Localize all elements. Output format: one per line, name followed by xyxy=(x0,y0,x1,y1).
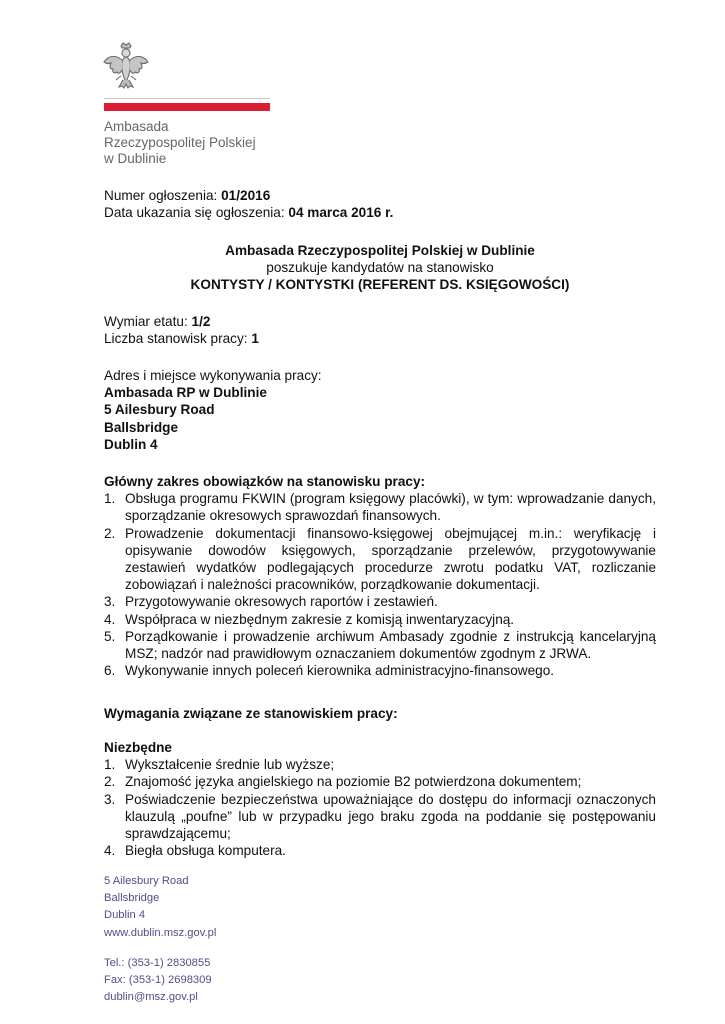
footer-address-line-3: Dublin 4 xyxy=(104,909,146,922)
footer-tel: Tel.: (353-1) 2830855 xyxy=(104,957,211,969)
polish-eagle-icon xyxy=(101,40,151,90)
list-item: 2. Prowadzenie dokumentacji finansowo-księgowej obejmującej m.in.: weryfikację i opisywanie dowodów księgowych, sporządzanie przelewów, przygotowywanie zestawień wydatków podlegających procedurze zwrotu podatku VAT, rozliczanie zobowiązań i należności pracowników, porządkowanie dokumentacji. xyxy=(104,525,656,593)
header-red-bar xyxy=(104,103,270,111)
list-item: 4. Współpraca w niezbędnym zakresie z komisją inwentaryzacyjną. xyxy=(104,611,515,627)
address-line-1: Ambasada RP w Dublinie xyxy=(104,385,267,401)
fte: Wymiar etatu: 1/2 xyxy=(104,314,211,329)
notice-number-value: 01/2016 xyxy=(221,188,271,203)
duties-heading: Główny zakres obowiązków na stanowisku pracy: xyxy=(104,474,426,489)
footer-fax: Fax: (353-1) 2698309 xyxy=(104,974,212,987)
notice-info xyxy=(104,187,656,221)
positions-count: Liczba stanowisk pracy: 1 xyxy=(104,331,259,347)
footer-email-link[interactable]: dublin@msz.gov.pl xyxy=(104,991,198,1004)
notice-date-value: 04 marca 2016 r. xyxy=(288,205,394,221)
notice-date: Data ukazania się ogłoszenia: 04 marca 2016 r. xyxy=(104,205,394,221)
list-item: 1. Wykształcenie średnie lub wyższe; xyxy=(104,757,335,773)
letterhead-line-2: Rzeczypospolitej Polskiej xyxy=(104,135,256,150)
positions-value: 1 xyxy=(251,331,259,347)
title-line-2: poszukuje kandydatów na stanowisko xyxy=(266,260,494,276)
requirements-heading: Wymagania związane ze stanowiskiem pracy: xyxy=(104,706,398,721)
notice-number: Numer ogłoszenia: 01/2016 xyxy=(104,188,271,203)
address-line-2: 5 Ailesbury Road xyxy=(104,402,215,418)
footer-website-link[interactable]: www.dublin.msz.gov.pl xyxy=(104,926,217,939)
list-item: 3. Przygotowywanie okresowych raportów i zestawień. xyxy=(104,594,438,610)
list-item: 1. Obsługa programu FKWIN (program księgowy placówki), w tym: wprowadzanie danych, sporządzanie okresowych sprawozdań finansowych. xyxy=(104,491,656,524)
requirements-list xyxy=(104,756,656,859)
required-list-section xyxy=(104,739,656,859)
title-line-1: Ambasada Rzeczypospolitej Polskiej w Dublinie xyxy=(225,243,535,258)
footer-address-line-1: 5 Ailesbury Road xyxy=(104,875,189,887)
embassy-letterhead xyxy=(104,119,256,167)
address-line-3: Ballsbridge xyxy=(104,419,179,435)
list-item: 6. Wykonywanie innych poleceń kierownika administracyjno-finansowego. xyxy=(104,663,555,679)
footer-contact xyxy=(104,955,212,1007)
list-item: 3. Poświadczenie bezpieczeństwa upoważniające do dostępu do informacji oznaczonych klauzulą „poufne” lub w przypadku jego braku zgoda na poddanie się postępowaniu sprawdzającemu; xyxy=(104,791,656,842)
work-address xyxy=(104,367,656,453)
footer-address xyxy=(104,873,216,942)
duties-section xyxy=(104,473,656,679)
letterhead-line-1: Ambasada xyxy=(104,119,169,134)
letterhead-line-3: w Dublinie xyxy=(104,151,167,166)
address-label: Adres i miejsce wykonywania pracy: xyxy=(104,368,322,383)
list-item: 2. Znajomość języka angielskiego na poziomie B2 potwierdzona dokumentem; xyxy=(104,774,582,790)
requirements-section xyxy=(104,705,656,722)
job-details xyxy=(104,313,656,347)
footer-address-line-2: Ballsbridge xyxy=(104,892,160,905)
list-item: 4. Biegła obsługa komputera. xyxy=(104,843,286,859)
header-divider-line xyxy=(104,98,270,99)
title-line-3: KONTYSTY / KONTYSTKI (REFERENT DS. KSIĘGOWOŚCI) xyxy=(190,277,570,293)
address-line-4: Dublin 4 xyxy=(104,436,158,452)
announcement-title xyxy=(104,242,656,294)
duties-list xyxy=(104,490,656,679)
fte-value: 1/2 xyxy=(191,314,211,329)
list-item: 5. Porządkowanie i prowadzenie archiwum Ambasady zgodnie z instrukcją kancelaryjną MSZ; nadzór nad prawidłowym oznaczaniem dokumentów zgodnym z JRWA. xyxy=(104,628,656,662)
required-subheading: Niezbędne xyxy=(104,740,172,755)
